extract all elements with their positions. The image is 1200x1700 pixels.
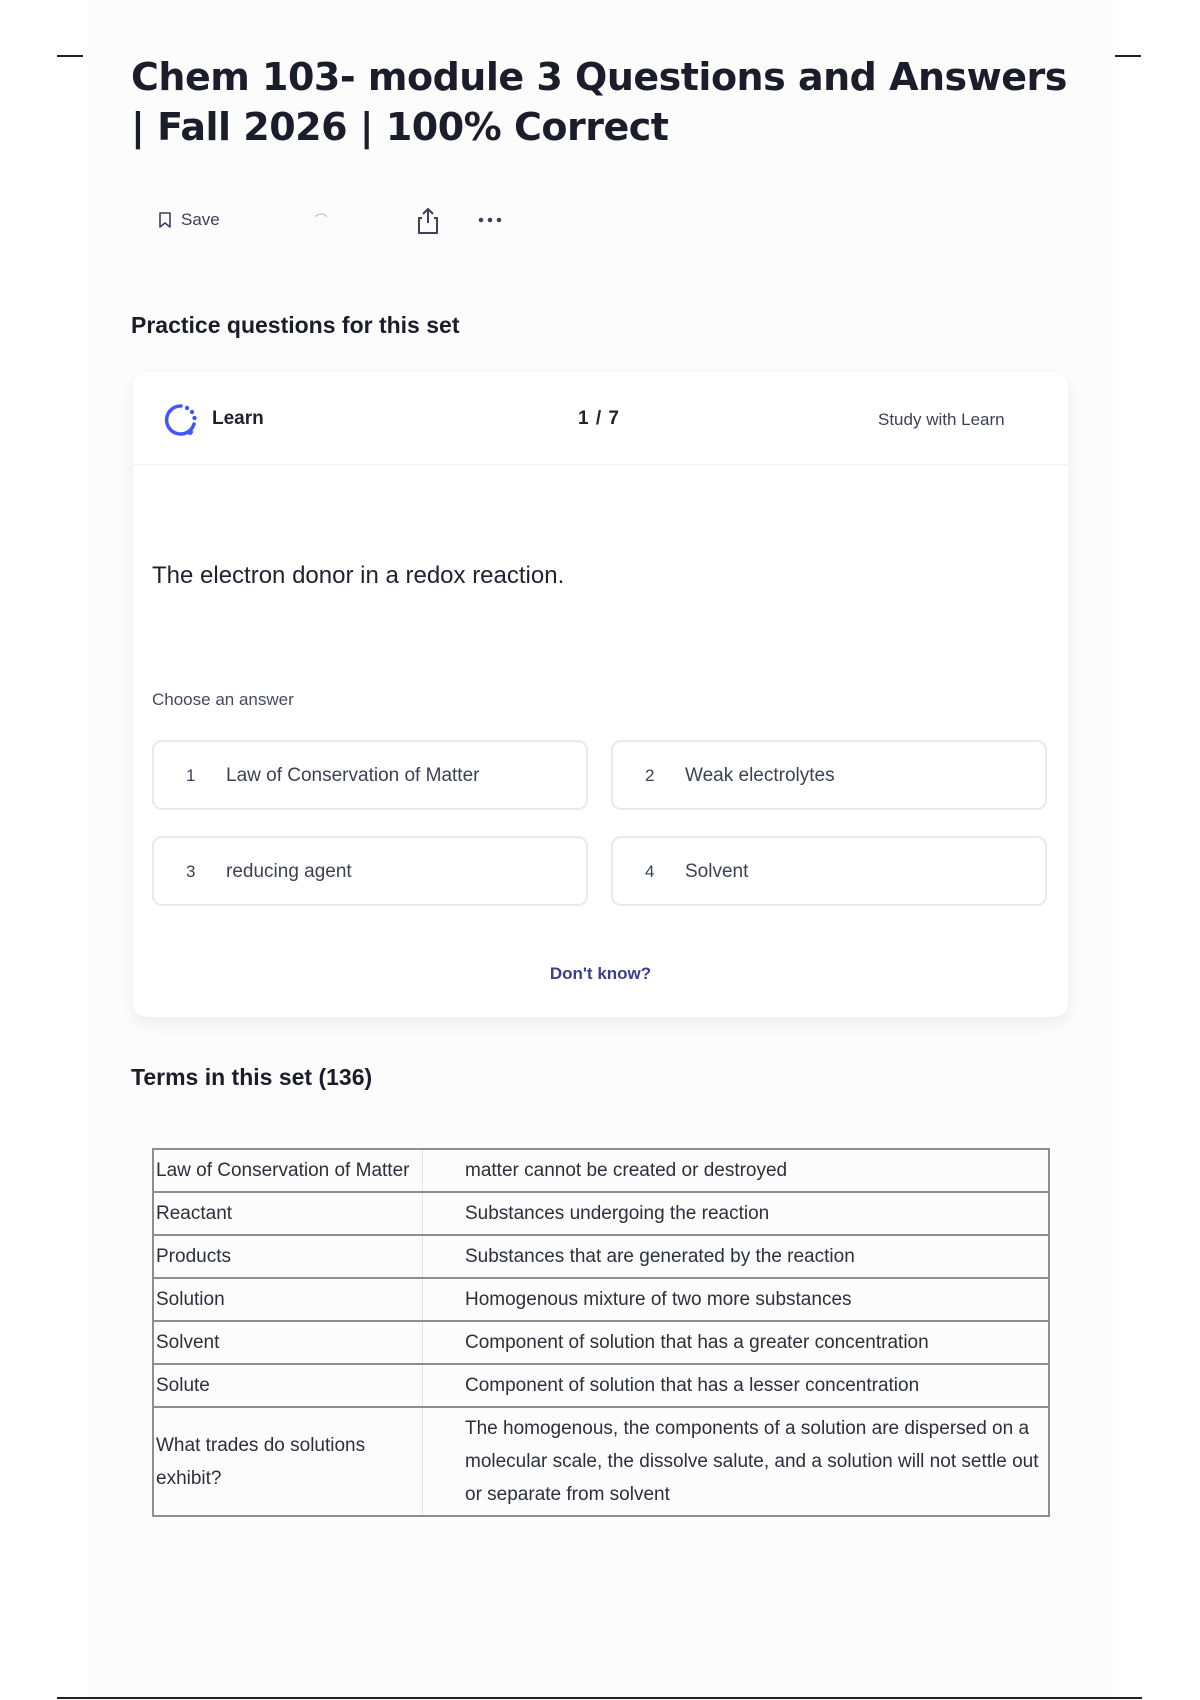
practice-card bbox=[133, 372, 1068, 1017]
option-number: 2 bbox=[645, 766, 655, 785]
table-row bbox=[153, 1321, 1049, 1364]
set-toolbar bbox=[150, 202, 530, 242]
study-with-learn-link[interactable]: Study with Learn bbox=[878, 410, 1005, 429]
definition-cell: Component of solution that has a greater concentration bbox=[423, 1321, 1050, 1364]
share-icon[interactable] bbox=[415, 206, 441, 236]
definition-cell: matter cannot be created or destroyed bbox=[423, 1149, 1050, 1192]
option-number: 3 bbox=[186, 862, 196, 881]
page-bottom-rule bbox=[57, 1697, 1142, 1699]
bookmark-icon bbox=[158, 212, 172, 228]
save-label: Save bbox=[181, 210, 220, 229]
table-row bbox=[153, 1192, 1049, 1235]
table-row bbox=[153, 1235, 1049, 1278]
term-cell: Solvent bbox=[153, 1321, 423, 1364]
loading-spinner-icon bbox=[312, 210, 330, 218]
page-corner-mark bbox=[1115, 55, 1141, 57]
terms-heading: Terms in this set (136) bbox=[131, 1064, 373, 1090]
save-button[interactable] bbox=[158, 210, 220, 230]
more-options-icon[interactable] bbox=[475, 210, 505, 230]
option-text: reducing agent bbox=[226, 861, 352, 882]
definition-cell: The homogenous, the components of a solution are dispersed on a molecular scale, the dissolve salute, and a solution will not settle out or separate from solvent bbox=[423, 1407, 1050, 1516]
option-text: Solvent bbox=[685, 861, 749, 882]
definition-cell: Substances undergoing the reaction bbox=[423, 1192, 1050, 1235]
practice-card-header bbox=[133, 372, 1068, 465]
table-row bbox=[153, 1278, 1049, 1321]
page-title: Chem 103- module 3 Questions and Answers | Fall 2026 | 100% Correct bbox=[131, 55, 1067, 149]
term-cell: Products bbox=[153, 1235, 423, 1278]
answer-option-1[interactable] bbox=[152, 740, 588, 810]
option-text: Weak electrolytes bbox=[685, 765, 835, 786]
term-cell: What trades do solutions exhibit? bbox=[153, 1407, 423, 1516]
table-row bbox=[153, 1407, 1049, 1516]
table-row bbox=[153, 1364, 1049, 1407]
definition-cell: Component of solution that has a lesser concentration bbox=[423, 1364, 1050, 1407]
terms-table bbox=[152, 1148, 1050, 1517]
term-cell: Law of Conservation of Matter bbox=[153, 1149, 423, 1192]
option-number: 4 bbox=[645, 862, 655, 881]
answer-option-2[interactable] bbox=[611, 740, 1047, 810]
term-cell: Solute bbox=[153, 1364, 423, 1407]
answer-option-4[interactable] bbox=[611, 836, 1047, 906]
practice-heading: Practice questions for this set bbox=[131, 312, 460, 338]
answer-option-3[interactable] bbox=[152, 836, 588, 906]
term-cell: Reactant bbox=[153, 1192, 423, 1235]
choose-answer-label: Choose an answer bbox=[152, 690, 294, 709]
learn-mode-label: Learn bbox=[212, 408, 264, 429]
dont-know-button[interactable]: Don't know? bbox=[549, 964, 652, 983]
learn-mode-icon bbox=[163, 402, 199, 438]
page-corner-mark bbox=[57, 55, 83, 57]
option-number: 1 bbox=[186, 766, 196, 785]
definition-cell: Substances that are generated by the reaction bbox=[423, 1235, 1050, 1278]
option-text: Law of Conservation of Matter bbox=[226, 765, 480, 786]
definition-cell: Homogenous mixture of two more substances bbox=[423, 1278, 1050, 1321]
table-row bbox=[153, 1149, 1049, 1192]
question-progress: 1 / 7 bbox=[578, 408, 620, 429]
question-prompt: The electron donor in a redox reaction. bbox=[152, 562, 565, 589]
term-cell: Solution bbox=[153, 1278, 423, 1321]
